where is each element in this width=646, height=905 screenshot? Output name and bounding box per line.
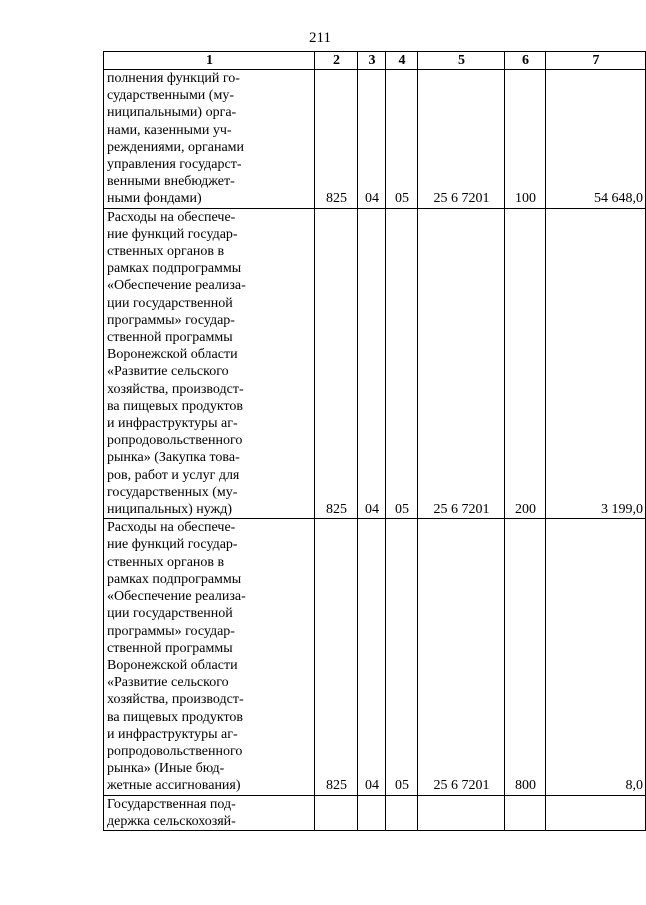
ministry-code-cell: 825 xyxy=(315,519,358,795)
table-row xyxy=(104,795,646,830)
description-line: ров, работ и услуг для xyxy=(107,467,240,483)
description-line: рынка» (Иные бюд- xyxy=(107,761,225,777)
description-line: хозяйства, производст- xyxy=(107,692,244,708)
description-line: рынка» (Закупка това- xyxy=(107,450,240,466)
description-line: и инфраструктуры аг- xyxy=(107,416,238,432)
subsection-code-cell: 05 xyxy=(386,519,418,795)
header-col-3: 3 xyxy=(358,52,386,70)
expense-type-code-cell: 200 xyxy=(505,208,546,519)
section-code-cell: 04 xyxy=(358,208,386,519)
amount-cell: 8,0 xyxy=(546,519,646,795)
amount-cell xyxy=(546,795,646,830)
description-line: Расходы на обеспече- xyxy=(107,209,236,225)
target-item-code-cell: 25 6 7201 xyxy=(418,70,505,209)
description-line: «Развитие сельского xyxy=(107,364,229,380)
description-line: управления государст- xyxy=(107,157,242,173)
description-line: рамках подпрограммы xyxy=(107,571,242,587)
description-line: жетные ассигнования) xyxy=(107,778,241,794)
description-line: ниципальными) орга- xyxy=(107,105,237,121)
expense-type-code-cell: 800 xyxy=(505,519,546,795)
description-line: ными фондами) xyxy=(107,191,202,207)
description-line: Воронежской области xyxy=(107,657,238,673)
expense-type-code-cell: 100 xyxy=(505,70,546,209)
description-line: ции государственной xyxy=(107,606,233,622)
description-line: ва пищевых продуктов xyxy=(107,398,244,414)
description-line: государственных (му- xyxy=(107,484,238,500)
table-row xyxy=(104,70,646,209)
description-line: ственной программы xyxy=(107,640,233,656)
description-line: ропродовольственного xyxy=(107,433,243,449)
header-col-6: 6 xyxy=(505,52,546,70)
description-line: и инфраструктуры аг- xyxy=(107,726,238,742)
description-line: Государственная под- xyxy=(107,796,236,812)
expense-type-code-cell xyxy=(505,795,546,830)
subsection-code-cell: 05 xyxy=(386,208,418,519)
description-line: «Обеспечение реализа- xyxy=(107,589,246,605)
description-line: ниципальных) нужд) xyxy=(107,502,232,518)
description-line: рамках подпрограммы xyxy=(107,261,242,277)
description-line: ние функций государ- xyxy=(107,226,238,242)
description-line: сударственными (му- xyxy=(107,88,234,104)
description-line: ции государственной xyxy=(107,295,233,311)
header-col-4: 4 xyxy=(386,52,418,70)
ministry-code-cell: 825 xyxy=(315,70,358,209)
table-row xyxy=(104,519,646,795)
amount-cell: 3 199,0 xyxy=(546,208,646,519)
row-description xyxy=(104,208,315,519)
section-code-cell xyxy=(358,795,386,830)
header-col-7: 7 xyxy=(546,52,646,70)
table-body xyxy=(104,70,646,831)
description-line: полнения функций го- xyxy=(107,71,240,86)
description-line: нами, казенными уч- xyxy=(107,122,232,138)
description-line: Расходы на обеспече- xyxy=(107,520,236,536)
description-line: ние функций государ- xyxy=(107,537,238,553)
description-line: программы» государ- xyxy=(107,312,235,328)
ministry-code-cell xyxy=(315,795,358,830)
description-line: ропродовольственного xyxy=(107,743,243,759)
header-col-2: 2 xyxy=(315,52,358,70)
subsection-code-cell: 05 xyxy=(386,70,418,209)
description-line: программы» государ- xyxy=(107,623,235,639)
description-line: ственных органов в xyxy=(107,554,225,570)
description-line: ственных органов в xyxy=(107,244,225,260)
description-line: держка сельскохозяй- xyxy=(107,813,236,829)
header-col-5: 5 xyxy=(418,52,505,70)
header-row xyxy=(104,52,646,70)
subsection-code-cell xyxy=(386,795,418,830)
description-line: «Обеспечение реализа- xyxy=(107,278,246,294)
target-item-code-cell: 25 6 7201 xyxy=(418,208,505,519)
ministry-code-cell: 825 xyxy=(315,208,358,519)
description-line: ственной программы xyxy=(107,330,233,346)
header-col-1: 1 xyxy=(104,52,315,70)
description-line: «Развитие сельского xyxy=(107,675,229,691)
description-line: венными внебюджет- xyxy=(107,174,235,190)
target-item-code-cell xyxy=(418,795,505,830)
description-line: хозяйства, производст- xyxy=(107,381,244,397)
description-line: Воронежской области xyxy=(107,347,238,363)
target-item-code-cell: 25 6 7201 xyxy=(418,519,505,795)
description-line: реждениями, органами xyxy=(107,139,245,155)
table-row xyxy=(104,208,646,519)
section-code-cell: 04 xyxy=(358,519,386,795)
page-number: 211 xyxy=(309,30,331,46)
row-description xyxy=(104,795,315,830)
amount-cell: 54 648,0 xyxy=(546,70,646,209)
budget-table xyxy=(103,51,646,831)
description-line: ва пищевых продуктов xyxy=(107,709,244,725)
row-description xyxy=(104,70,315,209)
row-description xyxy=(104,519,315,795)
section-code-cell: 04 xyxy=(358,70,386,209)
